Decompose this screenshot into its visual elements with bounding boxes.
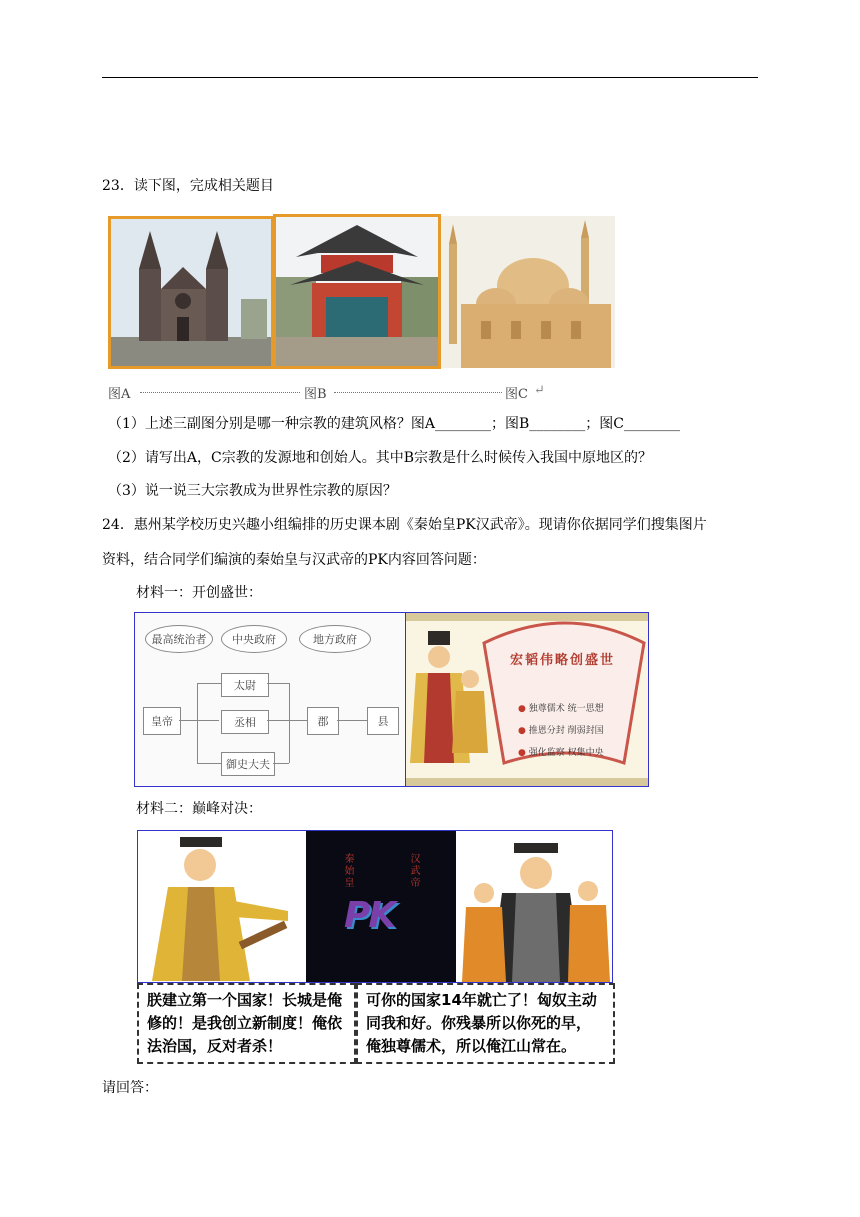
speech-right-han: 可你的国家14年就亡了！匈奴主动同我和好。你残暴所以你死的早，俺独尊儒术，所以俺江山常在。 — [356, 983, 615, 1064]
political-system-diagram — [134, 612, 406, 787]
connector — [179, 720, 219, 721]
return-mark-icon: ↵ — [534, 383, 545, 398]
q23-title: 23．读下图，完成相关题目 — [102, 178, 274, 194]
connector — [197, 683, 221, 684]
pk-banner — [137, 830, 613, 983]
pk-text: PK — [344, 895, 395, 936]
connector — [273, 763, 289, 764]
material2-label: 材料二：巅峰对决： — [136, 801, 262, 817]
connector — [267, 683, 289, 684]
fan-bullet-2: ● 推恩分封 削弱封国 — [518, 726, 604, 736]
caption-c: 图C — [505, 387, 528, 402]
q23-part3: （3）说一说三大宗教成为世界性宗教的原因？ — [108, 483, 397, 499]
box-jun: 郡 — [307, 707, 339, 735]
node-central-gov: 中央政府 — [221, 625, 287, 653]
connector — [289, 683, 290, 763]
pk-center-panel — [306, 831, 456, 982]
q24-intro-line2: 资料，结合同学们编演的秦始皇与汉武帝的PK内容回答问题： — [102, 552, 486, 568]
fan-panel-title: 宏韬伟略创盛世 — [510, 653, 616, 668]
box-emperor: 皇帝 — [143, 707, 181, 735]
q23-part1: （1）上述三副图分别是哪一种宗教的建筑风格？图A________；图B________；图C________ — [108, 416, 681, 432]
fan-bullet-1-text: 独尊儒术 统一思想 — [528, 704, 604, 714]
q23-part2: （2）请写出A，C宗教的发源地和创始人。其中B宗教是什么时候传入我国中原地区的？ — [108, 450, 653, 466]
speech-left-qin: 朕建立第一个国家！长城是俺修的！是我创立新制度！俺依法治国，反对者杀！ — [137, 983, 356, 1064]
emperor-fan-panel — [405, 612, 649, 787]
ask-prompt: 请回答： — [102, 1080, 158, 1096]
caption-a: 图A — [108, 387, 131, 402]
caption-dots — [140, 392, 300, 393]
material1-label: 材料一：开创盛世： — [136, 585, 262, 601]
fan-panel-illustration — [406, 613, 648, 786]
connector — [267, 720, 307, 721]
node-local-gov: 地方政府 — [299, 625, 371, 653]
connector — [197, 763, 221, 764]
fan-bullet-3: ● 强化监察 权集中央 — [518, 748, 604, 758]
box-xian: 县 — [367, 707, 399, 735]
pk-left-name: 秦始皇 — [342, 853, 353, 889]
han-wudi-illustration — [456, 831, 612, 982]
box-censor: 御史大夫 — [221, 752, 275, 776]
fan-bullet-2-text: 推恩分封 削弱封国 — [528, 726, 604, 736]
caption-dots — [334, 392, 502, 393]
fan-bullet-1: ● 独尊儒术 统一思想 — [518, 704, 604, 714]
node-supreme-ruler: 最高统治者 — [145, 625, 213, 653]
connector — [197, 683, 198, 763]
caption-b: 图B — [304, 387, 327, 402]
header-rule — [102, 77, 758, 78]
fan-bullet-3-text: 强化监察 权集中央 — [528, 748, 604, 758]
box-taiwei: 太尉 — [221, 673, 269, 697]
figure-c-mosque-photo — [441, 216, 615, 368]
figure-a-church-photo — [108, 216, 274, 369]
connector — [337, 720, 367, 721]
box-chancellor: 丞相 — [221, 710, 269, 734]
figure-b-temple-photo — [273, 214, 441, 369]
pk-right-name: 汉武帝 — [408, 853, 419, 889]
qin-shihuang-illustration — [138, 831, 306, 982]
q24-intro-line1: 24．惠州某学校历史兴趣小组编排的历史课本剧《秦始皇PK汉武帝》。现请你依据同学们搜集图片 — [102, 517, 707, 533]
